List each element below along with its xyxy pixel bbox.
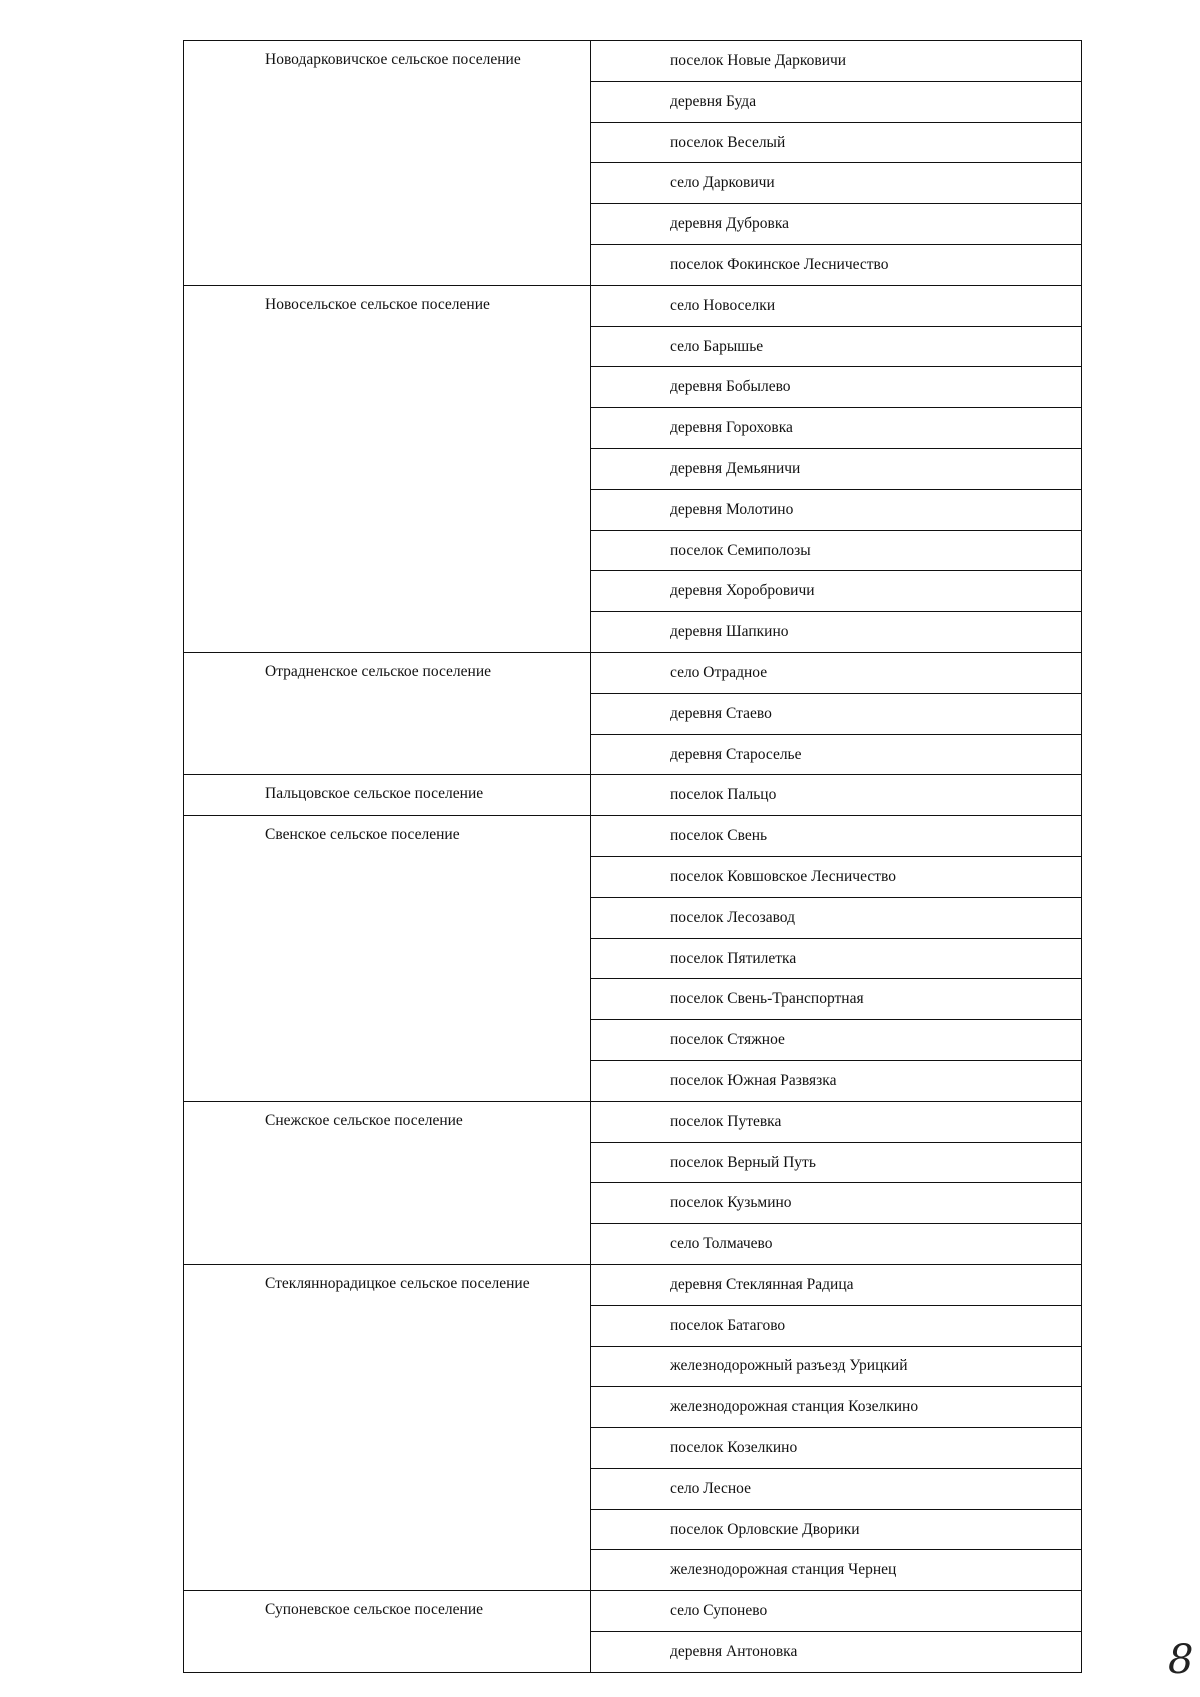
settlement-name: Новосельское сельское поселение [184,285,591,652]
locality-name: деревня Антоновка [591,1632,1082,1673]
locality-name: поселок Пятилетка [591,938,1082,979]
locality-name: село Толмачево [591,1224,1082,1265]
locality-name: железнодорожный разъезд Урицкий [591,1346,1082,1387]
table-row [184,1264,1082,1305]
locality-name: деревня Шапкино [591,612,1082,653]
locality-name: поселок Верный Путь [591,1142,1082,1183]
locality-name: деревня Хоробровичи [591,571,1082,612]
locality-name: деревня Бобылево [591,367,1082,408]
locality-name: деревня Стеклянная Радица [591,1264,1082,1305]
locality-name: деревня Дубровка [591,204,1082,245]
locality-name: поселок Новые Дарковичи [591,41,1082,82]
settlement-name: Супоневское сельское поселение [184,1591,591,1673]
table-row [184,652,1082,693]
locality-name: село Барышье [591,326,1082,367]
table-row [184,816,1082,857]
settlement-name: Новодарковичское сельское поселение [184,41,591,286]
settlement-name: Пальцовское сельское поселение [184,775,591,816]
locality-name: поселок Пальцо [591,775,1082,816]
locality-name: поселок Свень-Транспортная [591,979,1082,1020]
locality-name: поселок Семиполозы [591,530,1082,571]
locality-name: село Лесное [591,1468,1082,1509]
settlement-name: Отрадненское сельское поселение [184,652,591,774]
locality-name: деревня Демьяничи [591,448,1082,489]
locality-name: поселок Кузьмино [591,1183,1082,1224]
settlements-table-body [184,41,1082,1673]
locality-name: село Дарковичи [591,163,1082,204]
settlements-table [183,40,1082,1673]
settlement-name: Свенское сельское поселение [184,816,591,1102]
locality-name: железнодорожная станция Чернец [591,1550,1082,1591]
locality-name: деревня Буда [591,81,1082,122]
locality-name: поселок Фокинское Лесничество [591,244,1082,285]
locality-name: поселок Южная Развязка [591,1060,1082,1101]
page-number: 8 [1168,1637,1194,1683]
locality-name: поселок Батагово [591,1305,1082,1346]
locality-name: поселок Путевка [591,1101,1082,1142]
locality-name: железнодорожная станция Козелкино [591,1387,1082,1428]
locality-name: деревня Молотино [591,489,1082,530]
table-row [184,1591,1082,1632]
locality-name: село Супонево [591,1591,1082,1632]
locality-name: деревня Староселье [591,734,1082,775]
locality-name: поселок Веселый [591,122,1082,163]
locality-name: поселок Козелкино [591,1428,1082,1469]
table-row [184,41,1082,82]
table-row [184,1101,1082,1142]
locality-name: поселок Свень [591,816,1082,857]
locality-name: деревня Стаево [591,693,1082,734]
locality-name: поселок Лесозавод [591,897,1082,938]
settlement-name: Снежское сельское поселение [184,1101,591,1264]
settlement-name: Стекляннорадицкое сельское поселение [184,1264,591,1590]
locality-name: поселок Ковшовское Лесничество [591,856,1082,897]
locality-name: село Отрадное [591,652,1082,693]
table-row [184,285,1082,326]
locality-name: село Новоселки [591,285,1082,326]
locality-name: поселок Орловские Дворики [591,1509,1082,1550]
locality-name: поселок Стяжное [591,1020,1082,1061]
locality-name: деревня Гороховка [591,408,1082,449]
table-row [184,775,1082,816]
